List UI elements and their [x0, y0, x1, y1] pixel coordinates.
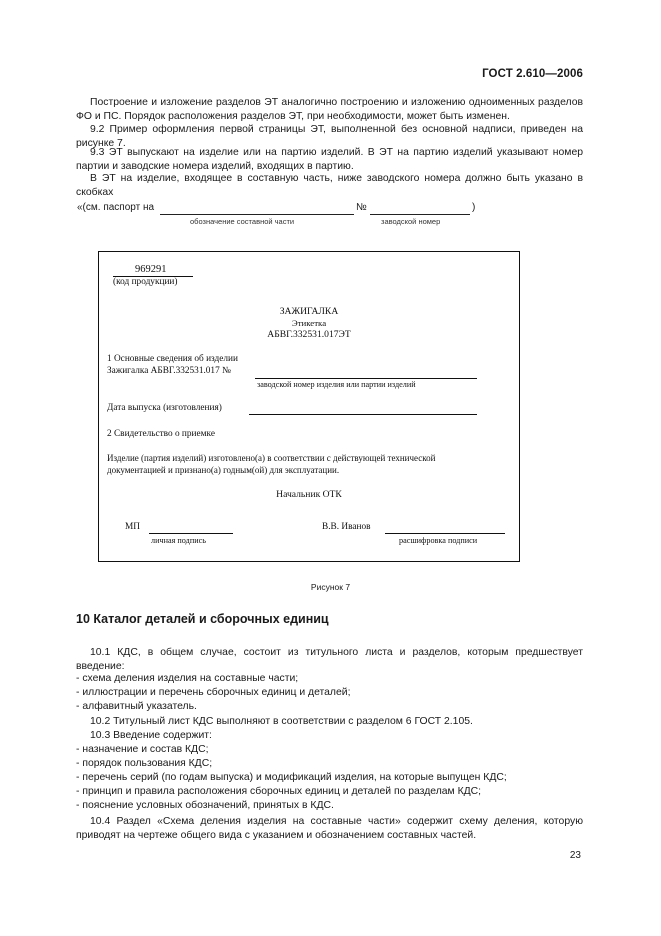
figure-subtitle: Этикетка	[291, 318, 327, 328]
form-close: )	[472, 202, 476, 213]
section-1-line: Зажигалка АБВГ.332531.017 №	[107, 366, 231, 376]
product-code: 969291	[135, 264, 167, 275]
acceptance-text-1: Изделие (партия изделий) изготовлено(а) в соответствии с действующей технической	[107, 453, 436, 463]
list-item: - назначение и состав КДС;	[76, 744, 209, 755]
figure-caption: Рисунок 7	[310, 582, 351, 592]
acceptance-text-2: документацией и признано(а) годным(ой) для эксплуатации.	[107, 465, 340, 475]
paragraph-10-4: 10.4 Раздел «Схема деления изделия на составные части» содержит схему деления, которую приводят на чертеже общего вида с указанием и обозначением составных частей.	[76, 816, 583, 841]
paragraph-9-2: 9.2 Пример оформления первой страницы ЭТ, выполненной без основной надписи, приведен на рисунке 7.	[76, 124, 583, 149]
list-item: - алфавитный указатель.	[76, 701, 197, 712]
form-prefix: «(см. паспорт на	[77, 202, 155, 213]
section-heading: 10 Каталог деталей и сборочных единиц	[76, 612, 329, 626]
list-item: - пояснение условных обозначений, принятых в КДС.	[76, 800, 334, 811]
signature-line	[149, 533, 233, 534]
otk-head: Начальник ОТК	[276, 489, 342, 500]
designation-label: обозначение составной части	[190, 217, 295, 226]
section-2-heading: 2 Свидетельство о приемке	[107, 429, 215, 439]
serial-label: заводской номер	[381, 217, 441, 226]
paragraph-9-1-cont: Построение и изложение разделов ЭТ аналогично построению и изложению одноименных разделов ФО и ПС. Порядок расположения разделов ЭТ, при необходимости, может быть изменен.	[76, 97, 583, 122]
standard-header: ГОСТ 2.610—2006	[482, 68, 583, 80]
decode-label: расшифровка подписи	[399, 536, 478, 545]
list-item: - перечень серий (по годам выпуска) и модификаций изделия, на которые выпущен КДС;	[76, 772, 507, 783]
serial-fill-line	[370, 214, 470, 215]
figure-title: ЗАЖИГАЛКА	[279, 306, 339, 317]
signature-label: личная подпись	[151, 536, 206, 545]
list-item: - порядок пользования КДС;	[76, 758, 213, 769]
paragraph-10-2: 10.2 Титульный лист КДС выполняют в соответствии с разделом 6 ГОСТ 2.105.	[90, 716, 473, 727]
figure-label-frame	[98, 251, 520, 562]
release-date-line	[249, 414, 477, 415]
signer-name: В.В. Иванов	[322, 522, 371, 532]
list-item: - иллюстрации и перечень сборочных единиц и деталей;	[76, 687, 351, 698]
paragraph-9-3: 9.3 ЭТ выпускают на изделие или на партию изделий. В ЭТ на партию изделий указывают номер партии и заводские номера изделий, входящих в партию.	[76, 147, 583, 172]
paragraph-9-3-note: В ЭТ на изделие, входящее в составную часть, ниже заводского номера должно быть указано в скобках	[76, 173, 583, 198]
form-number-sign: №	[356, 202, 367, 213]
designation-fill-line	[160, 214, 354, 215]
page-number: 23	[569, 850, 581, 861]
serial-number-label: заводской номер изделия или партии изделий	[257, 380, 416, 389]
release-date-label: Дата выпуска (изготовления)	[107, 403, 222, 413]
list-item: - принцип и правила расположения сборочных единиц и деталей по разделам КДС;	[76, 786, 482, 797]
serial-number-line	[255, 378, 477, 379]
decode-line	[385, 533, 505, 534]
figure-doc-code: АБВГ.332531.017ЭТ	[267, 329, 351, 340]
paragraph-10-3: 10.3 Введение содержит:	[90, 730, 212, 741]
product-code-label: (код продукции)	[113, 277, 178, 287]
list-item: - схема деления изделия на составные части;	[76, 673, 299, 684]
stamp-place: МП	[125, 522, 140, 532]
paragraph-10-1: 10.1 КДС, в общем случае, состоит из титульного листа и разделов, которым предшествует введение:	[76, 647, 583, 672]
section-1-heading: 1 Основные сведения об изделии	[107, 354, 239, 364]
